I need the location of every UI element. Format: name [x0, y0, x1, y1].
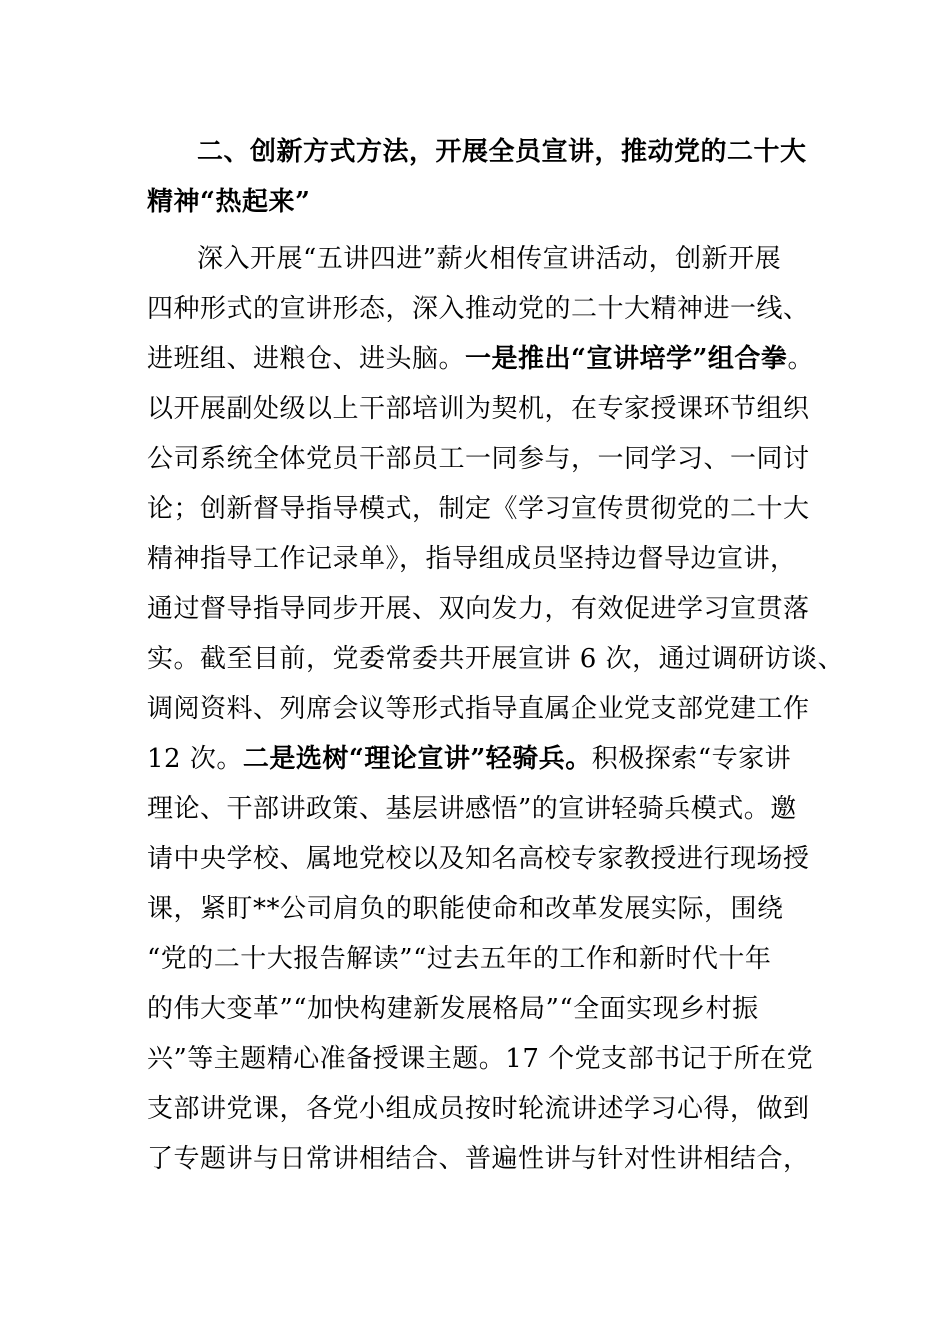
paragraph-line: 调阅资料、列席会议等形式指导直属企业党支部党建工作 [147, 694, 810, 724]
paragraph-line: “党的二十大报告解读”“过去五年的工作和新时代十年 [147, 944, 772, 974]
paragraph-line: 理论、干部讲政策、基层讲感悟”的宣讲轻骑兵模式。邀 [147, 794, 797, 824]
paragraph-line: 实。截至目前，党委常委共开展宣讲 6 次，通过调研访谈、 [147, 644, 845, 674]
paragraph-line: 的伟大变革”“加快构建新发展格局”“全面实现乡村振 [147, 994, 759, 1024]
section-heading-line-1: 二、创新方式方法，开展全员宣讲，推动党的二十大 [197, 137, 807, 167]
paragraph-line: 课，紧盯**公司肩负的职能使命和改革发展实际，围绕 [147, 894, 784, 924]
paragraph-text: 进班组、进粮仓、进头脑。 [147, 344, 466, 374]
paragraph-line: 深入开展“五讲四进”薪火相传宣讲活动，创新开展 [197, 244, 782, 274]
paragraph-line: 公司系统全体党员干部员工一同参与，一同学习、一同讨 [147, 444, 810, 474]
paragraph-line: 四种形式的宣讲形态，深入推动党的二十大精神进一线、 [147, 294, 810, 324]
highlight-bold-text: 一是推出“宣讲培学”组合拳 [465, 344, 788, 374]
highlight-bold-text: 二是选树“理论宣讲”轻骑兵。 [242, 744, 592, 774]
paragraph-line [0, 339, 950, 379]
paragraph-text: 。 [787, 344, 814, 374]
section-heading-line-2: 精神“热起来” [147, 187, 311, 217]
paragraph-text: 积极探索“专家讲 [591, 744, 792, 774]
paragraph-line: 了专题讲与日常讲相结合、普遍性讲与针对性讲相结合， [147, 1144, 810, 1174]
paragraph-line: 兴”等主题精心准备授课主题。17 个党支部书记于所在党 [147, 1044, 814, 1074]
paragraph-line: 以开展副处级以上干部培训为契机，在专家授课环节组织 [147, 394, 810, 424]
paragraph-line: 精神指导工作记录单》，指导组成员坚持边督导边宣讲， [147, 544, 797, 574]
paragraph-line [0, 739, 950, 779]
paragraph-line: 论；创新督导指导模式，制定《学习宣传贯彻党的二十大 [147, 494, 810, 524]
paragraph-text: 12 次。 [147, 744, 243, 774]
paragraph-line: 通过督导指导同步开展、双向发力，有效促进学习宣贯落 [147, 594, 810, 624]
paragraph-line: 支部讲党课，各党小组成员按时轮流讲述学习心得，做到 [147, 1094, 810, 1124]
paragraph-line: 请中央学校、属地党校以及知名高校专家教授进行现场授 [147, 844, 810, 874]
